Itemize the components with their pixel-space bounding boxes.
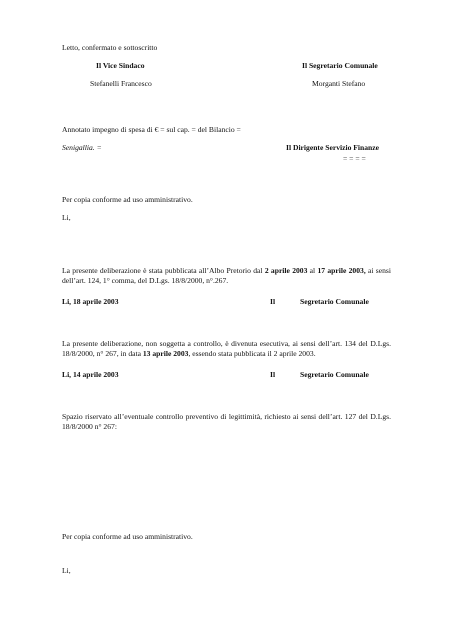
- dirigente-title: Il Dirigente Servizio Finanze: [286, 143, 380, 152]
- pubblicazione-date: Li, 18 aprile 2003: [62, 297, 119, 306]
- li-line-1: Li,: [62, 213, 71, 222]
- li-line-2: Li,: [62, 566, 71, 575]
- confirm-line: Letto, confermato e sottoscritto: [62, 43, 158, 52]
- copia-conforme-2: Per copia conforme ad uso amministrativo.: [62, 532, 193, 541]
- vice-sindaco-title: Il Vice Sindaco: [96, 61, 145, 70]
- segretario-title: Il Segretario Comunale: [302, 61, 378, 70]
- pubblicazione-il: Il: [270, 297, 276, 306]
- segretario-name: Morganti Stefano: [312, 79, 366, 88]
- controllo-paragraph: Spazio riservato all’eventuale controllo preventivo di legittimità, richiesto ai sensi dell’art. 127 del D.Lgs. 18/8/2000 n° 267:: [62, 412, 391, 431]
- esecutiva-paragraph: La presente deliberazione, non soggetta a controllo, è divenuta esecutiva, ai sensi dell’art. 134 del D.Lgs. 18/8/2000, n° 267, in data 13 aprile 2003, essendo stata pubblicata il 2 aprile 2003.: [62, 339, 391, 358]
- pubblicazione-segretario: Segretario Comunale: [300, 297, 369, 306]
- place-line: Senigallia. =: [62, 143, 102, 152]
- pubblicazione-paragraph: La presente deliberazione è stata pubblicata all’Albo Pretorio dal 2 aprile 2003 al 17 aprile 2003, ai sensi dell’art. 124, 1° comma, del D.Lgs. 18/8/2000, n°.267.: [62, 266, 391, 285]
- copia-conforme-1: Per copia conforme ad uso amministrativo.: [62, 195, 193, 204]
- esecutiva-segretario: Segretario Comunale: [300, 370, 369, 379]
- esecutiva-date: Li, 14 aprile 2003: [62, 370, 119, 379]
- vice-sindaco-name: Stefanelli Francesco: [90, 79, 152, 88]
- esecutiva-il: Il: [270, 370, 276, 379]
- dirigente-signature-line: = = = =: [343, 154, 366, 163]
- impegno-line: Annotato impegno di spesa di € = sul cap. = del Bilancio =: [62, 125, 241, 134]
